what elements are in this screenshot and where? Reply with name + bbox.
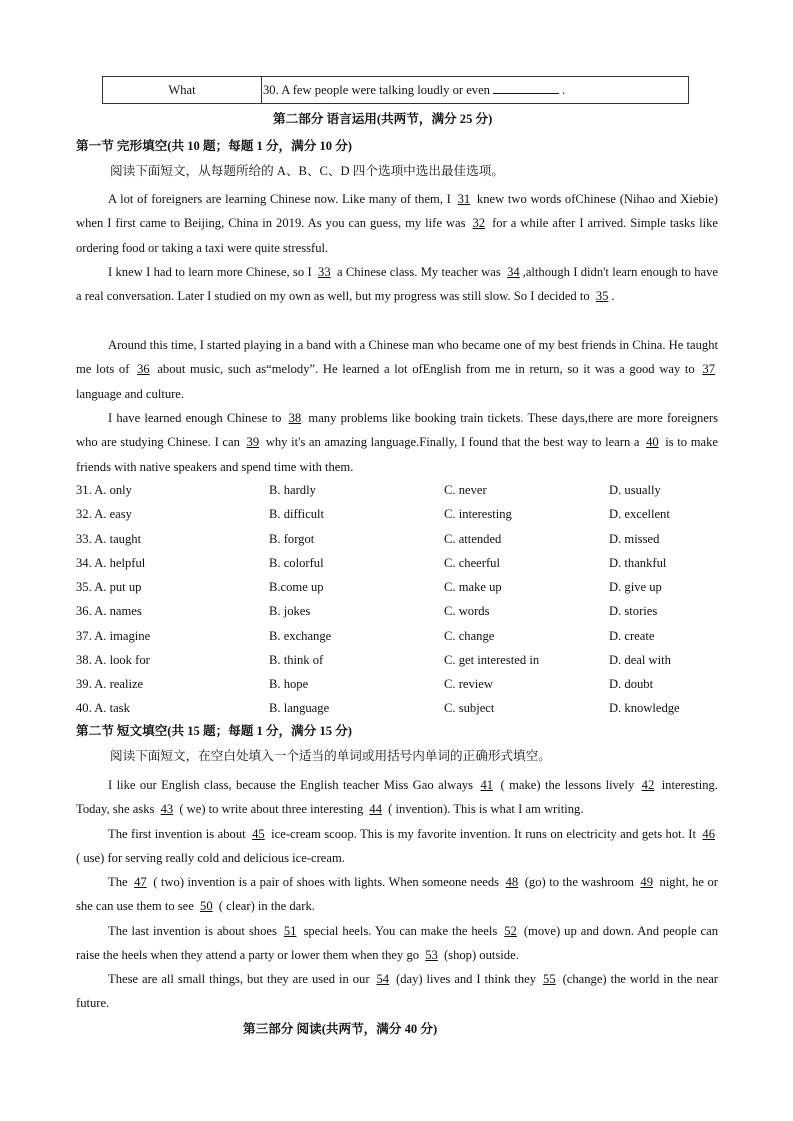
blank-47: 47 [134,875,147,889]
cloze-paragraph-2: I knew I had to learn more Chinese, so I 33 a Chinese class. My teacher was 34 ,although I didn't learn enough to have a real conversation. Later I studied on my own as well, but my progress was still slow. So I decided to 35 . [76,265,718,304]
option-d: D. create [609,628,655,643]
question-30-text: 30. A few people were talking loudly or even [263,83,490,97]
option-c: C. interesting [444,507,512,522]
option-question: 35. A. put up [76,580,142,594]
option-row [76,648,736,672]
blank-31: 31 [457,192,471,206]
option-c: C. never [444,483,487,497]
option-b: B. colorful [269,555,324,570]
answer-table-row [102,76,689,104]
blank-39: 39 [246,435,260,450]
part2-title: 第二部分 语言运用(共两节，满分 25 分) [273,112,493,126]
fill-paragraph-4: The last invention is about shoes 51 special heels. You can make the heels 52 (move) up and down. And people can raise the heels when they attend a party or lower them when they go 53 (shop) outside. [76,924,718,963]
blank-51: 51 [283,924,297,938]
option-b: B. difficult [269,507,325,522]
blank-50: 50 [200,899,213,914]
option-c: C. make up [444,580,502,594]
blank-40: 40 [646,435,659,450]
fill-paragraph-5: These are all small things, but they are used in our 54 (day) lives and I think they 55 (change) the world in the near future. [76,972,718,1011]
option-c: C. get interested in [444,652,540,667]
option-question: 32. A. easy [76,507,132,522]
option-question: 37. A. imagine [76,628,151,643]
blank-55: 55 [543,972,556,986]
blank-41: 41 [480,778,494,792]
option-d: D. knowledge [609,701,680,716]
option-d: D. doubt [609,677,654,691]
option-row [76,551,736,575]
option-row [76,624,736,648]
option-d: D. deal with [609,652,671,667]
blank-54: 54 [376,972,390,986]
blank-35: 35 [595,289,609,304]
part3-title: 第三部分 阅读(共两节，满分 40 分) [243,1022,438,1036]
section2-title: 第二节 短文填空(共 15 题；每题 1 分，满分 15 分) [76,724,353,738]
section2-instruction: 阅读下面短文，在空白处填入一个适当的单词或用括号内单词的正确形式填空。 [110,749,551,763]
option-d: D. stories [609,604,658,619]
blank-53: 53 [425,948,438,963]
option-d: D. thankful [609,555,667,570]
option-c: C. attended [444,531,502,546]
option-question: 34. A. helpful [76,555,146,570]
option-b: B. hope [269,677,309,691]
option-b: B. jokes [269,604,311,619]
option-d: D. give up [609,580,662,594]
option-row [76,696,736,720]
option-b: B. language [269,701,330,716]
option-b: B. think of [269,652,324,667]
blank-45: 45 [252,827,265,841]
cloze-paragraph-3: Around this time, I started playing in a band with a Chinese man who became one of my best friends in China. He taught me lots of 36 about music, such as“melody”. He learned a lot ofEnglish from me in return, so it was a good way to 37 language and culture. [76,338,718,401]
options-list [76,478,736,721]
cloze-paragraph-1: A lot of foreigners are learning Chinese now. Like many of them, I 31 knew two words ofChinese (Nihao and Xiebie) when I first came to Beijing, China in 2019. As you can guess, my life was 32 for a while after I arrived. Simple tasks like ordering food or taking a taxi were quite stressful. [76,192,718,255]
option-b: B.come up [269,580,324,594]
blank-44: 44 [369,802,383,817]
fill-paragraph-1: I like our English class, because the English teacher Miss Gao always 41 ( make) the lessons lively 42 interesting. Today, she asks 43 ( we) to write about three interesting 44 ( invention). This is what I am writing. [76,778,718,817]
option-question: 36. A. names [76,604,142,619]
table-cell-question: 30. A few people were talking loudly or even . [263,83,566,97]
option-question: 31. A. only [76,483,132,497]
blank-46: 46 [702,827,716,841]
option-c: C. subject [444,701,495,716]
option-d: D. excellent [609,507,670,522]
option-row [76,502,736,526]
fill-paragraph-2: The first invention is about 45 ice-cream scoop. This is my favorite invention. It runs on electricity and gets hot. It 46 ( use) for serving really cold and delicious ice-cream. [76,822,718,871]
option-c: C. change [444,628,495,643]
blank-52: 52 [504,924,517,938]
section1-instruction: 阅读下面短文，从每题所给的 A、B、C、D 四个选项中选出最佳选项。 [110,164,504,178]
cloze-paragraph-4: I have learned enough Chinese to 38 many problems like booking train tickets. These days,there are more foreigners who are studying Chinese. I can 39 why it's an amazing language.Finally, I found that the best way to learn a 40 is to make friends with native speakers and spend time with them. [76,411,718,474]
option-b: B. exchange [269,628,332,643]
blank-36: 36 [137,362,150,377]
blank-49: 49 [640,875,653,889]
section1-title: 第一节 完形填空(共 10 题；每题 1 分，满分 10 分) [76,139,353,153]
blank-37: 37 [702,362,715,377]
option-row [76,478,736,502]
blank-32: 32 [472,216,486,231]
table-cell-label: What [103,77,262,103]
blank-43: 43 [160,802,174,817]
option-row [76,672,736,696]
blank-38: 38 [288,411,302,425]
option-d: D. usually [609,483,661,497]
option-row [76,599,736,623]
blank-48: 48 [505,875,519,889]
option-c: C. review [444,677,493,691]
option-b: B. hardly [269,483,316,497]
option-question: 39. A. realize [76,677,144,691]
fill-paragraph-3: The 47 ( two) invention is a pair of shoes with lights. When someone needs 48 (go) to the washroom 49 night, he or she can use them to see 50 ( clear) in the dark. [76,875,718,914]
option-d: D. missed [609,531,660,546]
option-c: C. cheerful [444,555,500,570]
option-row [76,575,736,599]
blank-42: 42 [641,778,655,792]
option-c: C. words [444,604,490,619]
option-question: 40. A. task [76,701,130,716]
blank-34: 34 [507,265,520,279]
option-question: 33. A. taught [76,531,142,546]
option-b: B. forgot [269,531,315,546]
answer-blank [493,83,559,94]
option-question: 38. A. look for [76,652,150,667]
blank-33: 33 [318,265,331,279]
option-row [76,527,736,551]
